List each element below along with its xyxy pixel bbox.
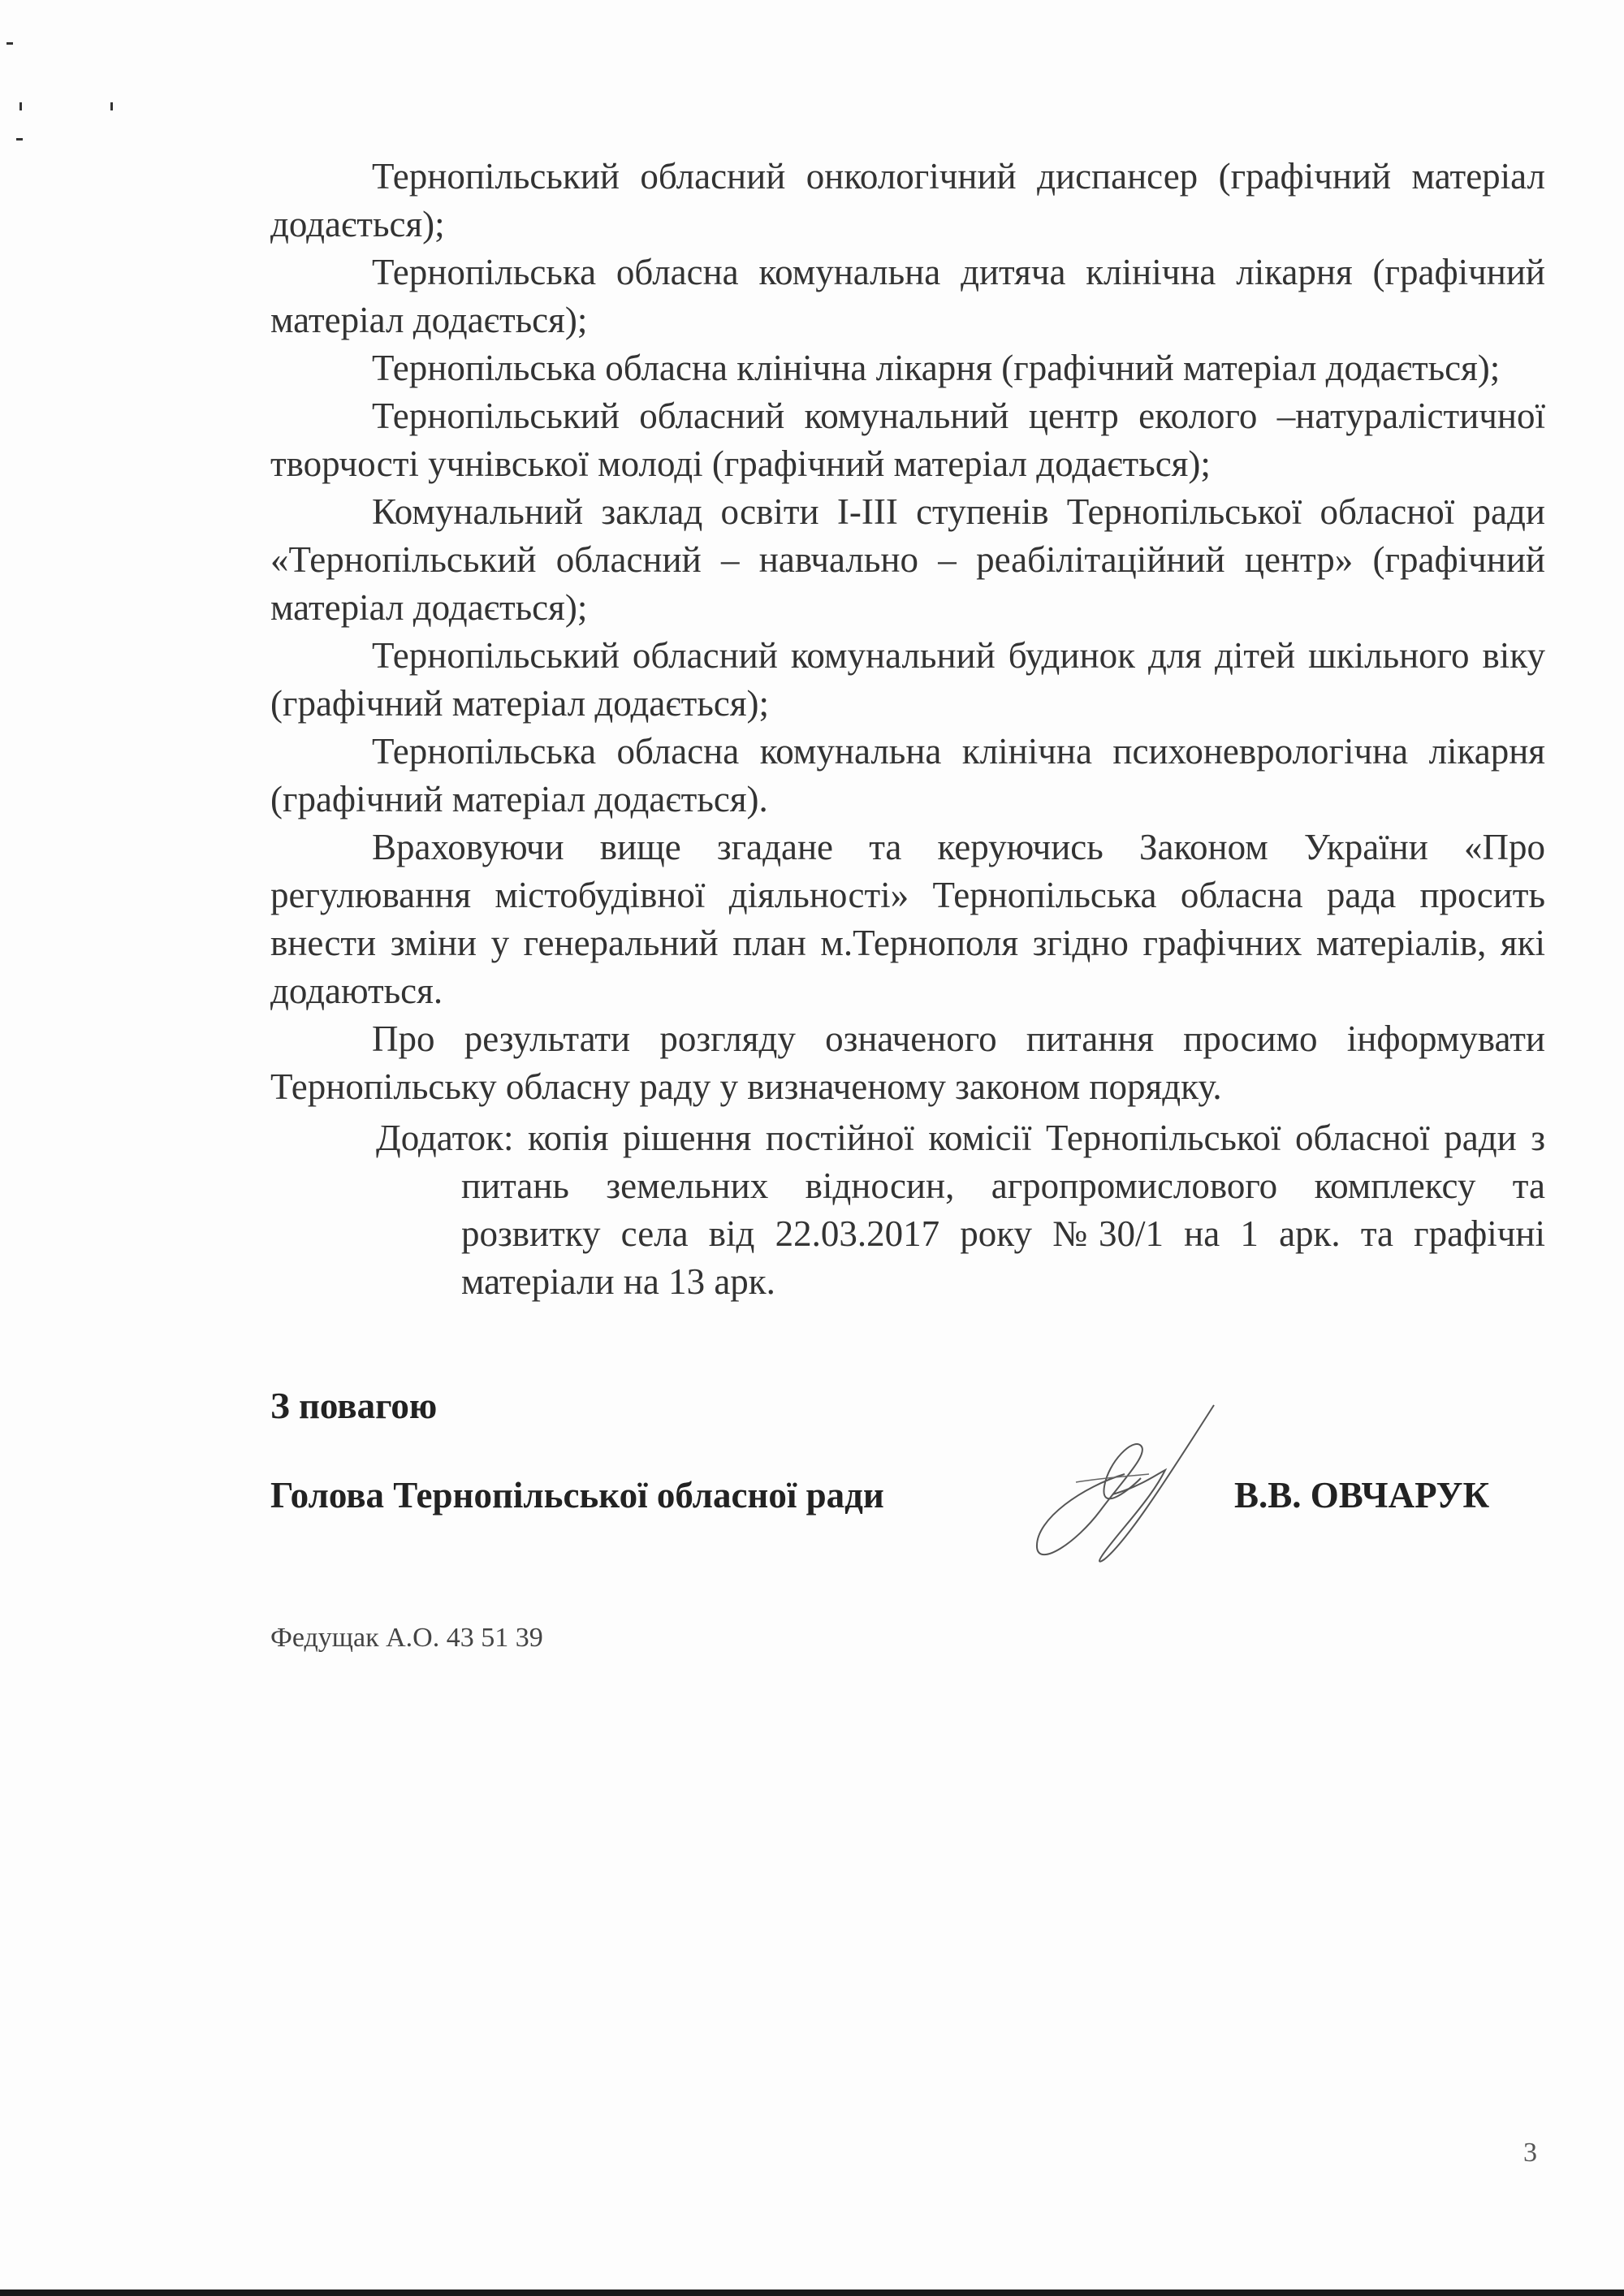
paragraph: Тернопільський обласний комунальний будинок для дітей шкільного віку (графічний матеріал додається); (270, 635, 1545, 724)
scan-artifact (19, 102, 22, 110)
paragraph: Про результати розгляду означеного питання просимо інформувати Тернопільську обласну раду у визначеному законом порядку. (270, 1018, 1545, 1107)
scan-artifact (16, 138, 23, 141)
paragraph: Враховуючи вище згадане та керуючись Законом України «Про регулювання містобудівної діяльності» Тернопільська обласна рада просить внести зміни у генеральний план м.Тернополя згідно графічних матеріалів, які додаються. (270, 827, 1545, 1011)
page-number: 3 (1523, 2138, 1537, 2168)
executor-contact: Федущак А.О. 43 51 39 (270, 1623, 543, 1653)
scan-artifact (6, 42, 13, 45)
attachment-note (270, 1114, 1545, 1306)
closing-regards: З повагою (270, 1386, 438, 1426)
scan-border (0, 2290, 1624, 2296)
signatory-position: Голова Тернопільської обласної ради (270, 1475, 884, 1516)
letter-body (270, 153, 1545, 1111)
attachment-text: Додаток: копія рішення постійної комісії Тернопільської обласної ради з питань земельних відносин, агропромислового комплексу та розвитку села від 22.03.2017 року №30/1 на 1 арк. та графічні матеріали на 13 арк. (376, 1118, 1545, 1302)
signatory-name: В.В. ОВЧАРУК (1234, 1475, 1490, 1516)
paragraph: Тернопільська обласна комунальна дитяча клінічна лікарня (графічний матеріал додається); (270, 252, 1545, 340)
paragraph: Тернопільський обласний онкологічний диспансер (графічний матеріал додається); (270, 156, 1545, 244)
paragraph: Тернопільська обласна комунальна клінічна психоневрологічна лікарня (графічний матеріал додається). (270, 731, 1545, 819)
paragraph: Тернопільська обласна клінічна лікарня (графічний матеріал додається); (372, 348, 1501, 388)
paragraph: Комунальний заклад освіти І-ІІІ ступенів Тернопільської обласної ради «Тернопільський обласний – навчально – реабілітаційний центр» (графічний матеріал додається); (270, 491, 1545, 628)
scan-artifact (110, 102, 113, 110)
handwritten-signature (1027, 1397, 1230, 1567)
paragraph: Тернопільський обласний комунальний центр еколого –натуралістичної творчості учнівської молоді (графічний матеріал додається); (270, 396, 1545, 484)
